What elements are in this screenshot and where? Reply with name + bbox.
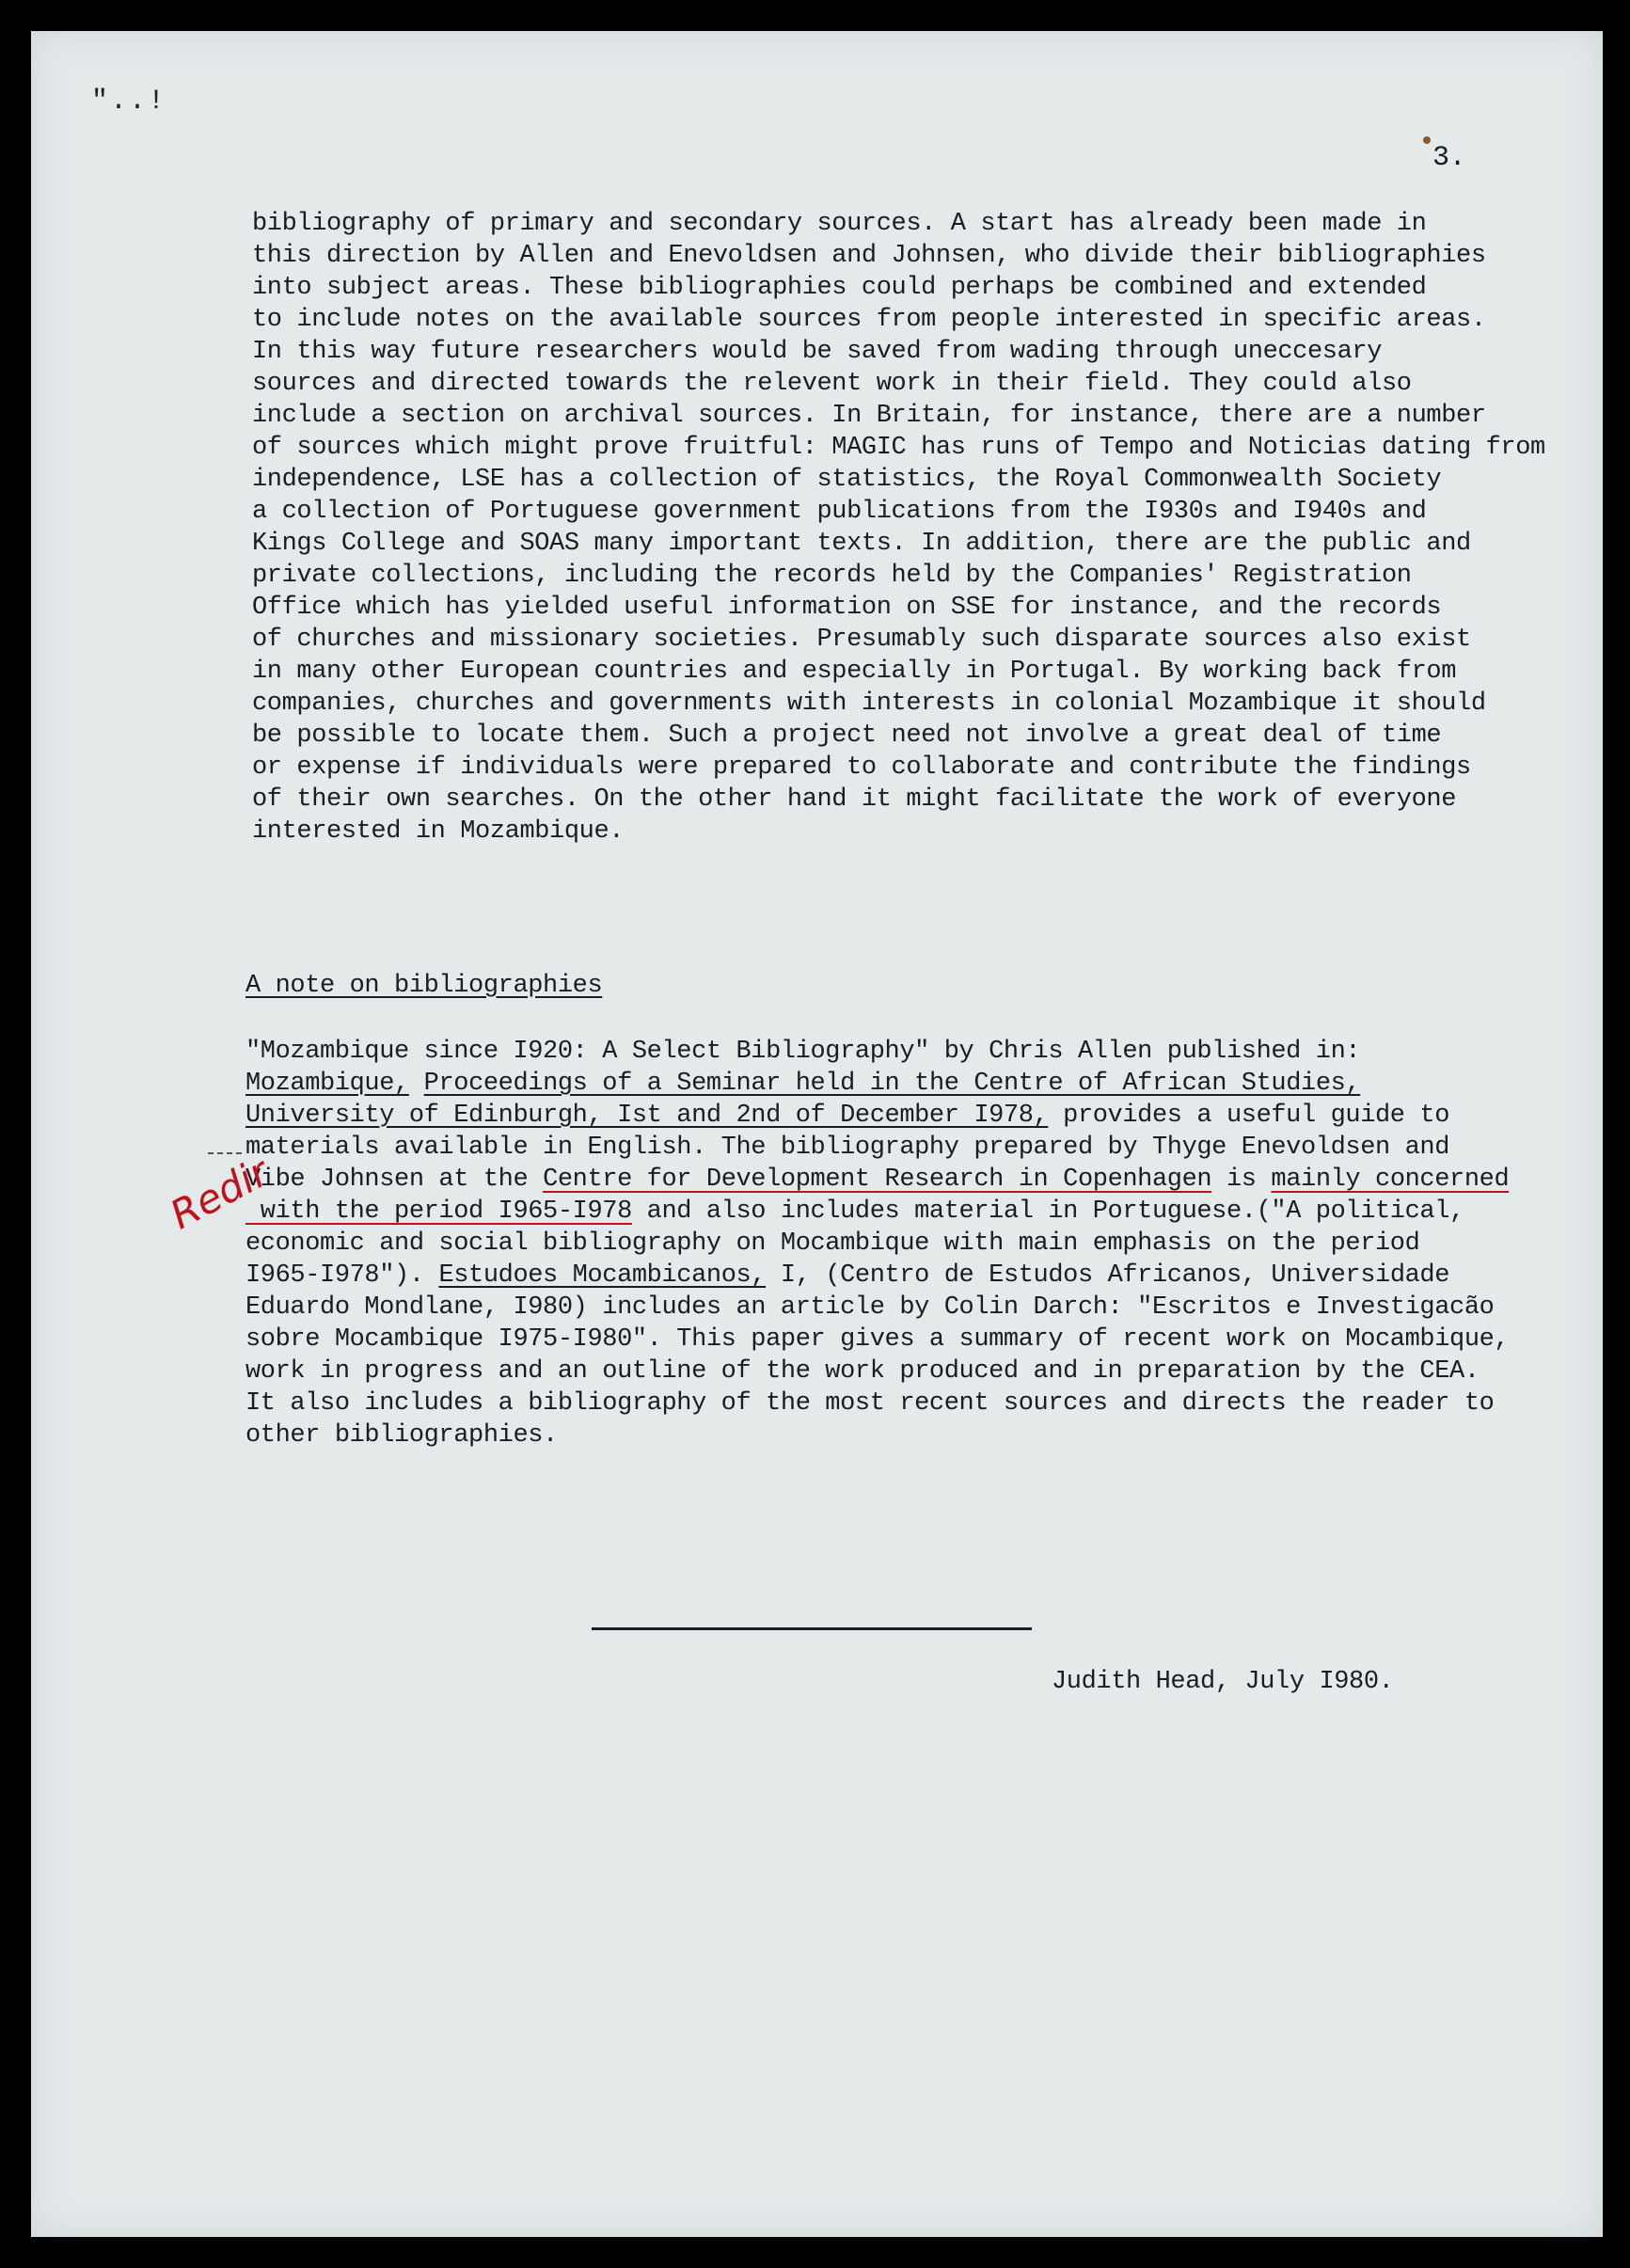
underlined-title: University of Edinburgh, Ist and 2nd of December I978, [245, 1102, 1049, 1130]
underlined-title: Estudoes Mocambicanos, [438, 1261, 767, 1290]
text-line [245, 1100, 1449, 1132]
text-line: in many other European countries and especially in Portugal. By working back from [252, 658, 1457, 686]
text-line: other bibliographies. [245, 1421, 558, 1450]
text-line: Office which has yielded useful information on SSE for instance, and the records [252, 594, 1442, 622]
underlined-title: Mozambique, [245, 1070, 409, 1098]
underlined-title: Proceedings of a Seminar held in the Centre of African Studies, [423, 1070, 1361, 1098]
text-line: include a section on archival sources. In Britain, for instance, there are a number [252, 402, 1486, 430]
text-line: bibliography of primary and secondary sources. A start has already been made in [252, 210, 1427, 238]
text-line: Eduardo Mondlane, I980) includes an article by Colin Darch: "Escritos e Investigacão [245, 1293, 1495, 1322]
text-line: of their own searches. On the other hand it might facilitate the work of everyone [252, 785, 1457, 814]
page-number: 3. [1432, 142, 1466, 174]
text-line: Kings College and SOAS many important texts. In addition, there are the public and [252, 530, 1471, 558]
text-line: into subject areas. These bibliographies could perhaps be combined and extended [252, 274, 1427, 302]
horizontal-rule [592, 1627, 1032, 1630]
text-line: be possible to locate them. Such a project need not involve a great deal of time [252, 722, 1442, 750]
text-line: sources and directed towards the relevent work in their field. They could also [252, 370, 1412, 398]
text-line: or expense if individuals were prepared to collaborate and contribute the findings [252, 753, 1471, 782]
text-line: companies, churches and governments with interests in colonial Mozambique it should [252, 690, 1486, 718]
handwritten-margin-note: Redir [163, 1149, 277, 1239]
text-line: work in progress and an outline of the work produced and in preparation by the CEA. [245, 1357, 1480, 1386]
text-line: this direction by Allen and Enevoldsen and Johnsen, who divide their bibliographies [252, 242, 1486, 270]
text-line [245, 1260, 1449, 1292]
text-line: of sources which might prove fruitful: MAGIC has runs of Tempo and Noticias dating from [252, 434, 1545, 462]
text-line: economic and social bibliography on Mocambique with main emphasis on the period [245, 1229, 1420, 1258]
text-span: provides a useful guide to [1048, 1102, 1450, 1130]
section-heading: A note on bibliographies [245, 972, 603, 1000]
text-span: I, (Centro de Estudos Africanos, Universidade [766, 1261, 1450, 1290]
corner-marks: "..! [91, 86, 167, 118]
red-underlined-text: Centre for Development Research in Copenhagen [543, 1166, 1212, 1194]
text-span: and also includes material in Portuguese.("A political, [631, 1197, 1464, 1226]
pencil-mark [208, 1152, 242, 1154]
text-span [409, 1070, 424, 1098]
text-span: is [1211, 1166, 1272, 1194]
text-line: of churches and missionary societies. Presumably such disparate sources also exist [252, 626, 1471, 654]
signature-line: Judith Head, July I980. [1052, 1668, 1394, 1696]
text-line: sobre Mocambique I975-I980". This paper gives a summary of recent work on Mocambique, [245, 1325, 1510, 1354]
ink-dot [1423, 136, 1431, 144]
text-line: to include notes on the available sources from people interested in specific areas. [252, 306, 1486, 334]
text-line [245, 1196, 1464, 1228]
text-line: In this way future researchers would be saved from wading through uneccesary [252, 338, 1383, 366]
text-line: It also includes a bibliography of the most recent sources and directs the reader to [245, 1389, 1495, 1418]
text-line [245, 1164, 1509, 1196]
text-line: interested in Mozambique. [252, 817, 625, 846]
text-line: a collection of Portuguese government publications from the I930s and I940s and [252, 498, 1427, 526]
text-line: "Mozambique since I920: A Select Bibliography" by Chris Allen published in: [245, 1038, 1361, 1066]
text-line: materials available in English. The bibliography prepared by Thyge Enevoldsen and [245, 1134, 1450, 1162]
text-span: Vibe Johnsen at the [245, 1166, 544, 1194]
text-line [245, 1068, 1360, 1100]
red-underlined-text: with the period I965-I978 [245, 1197, 632, 1226]
text-line: independence, LSE has a collection of statistics, the Royal Commonwealth Society [252, 466, 1442, 494]
document-page [31, 31, 1603, 2237]
text-span: I965-I978"). [245, 1261, 439, 1290]
red-underlined-text: mainly concerned [1271, 1166, 1510, 1194]
text-line: private collections, including the records held by the Companies' Registration [252, 562, 1412, 590]
